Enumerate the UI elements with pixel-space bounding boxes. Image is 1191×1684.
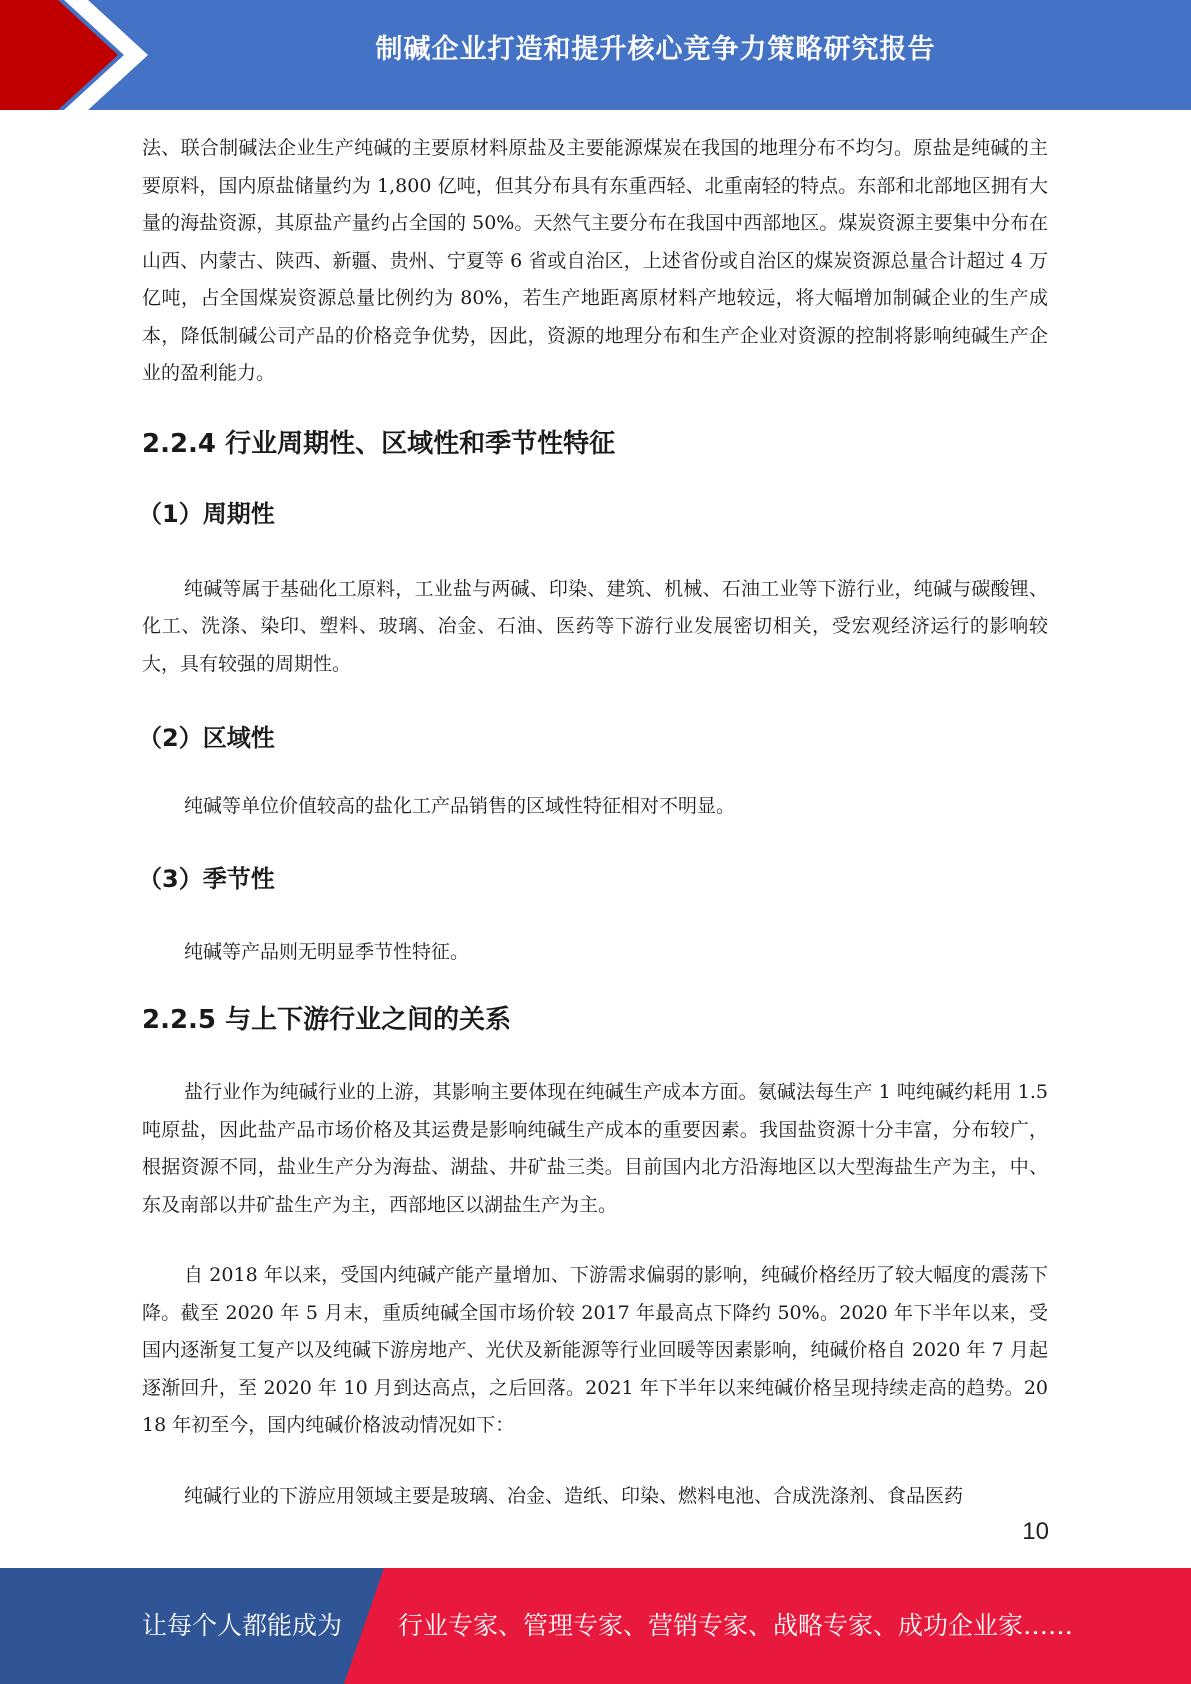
paragraph-price-trend: 自 2018 年以来，受国内纯碱产能产量增加、下游需求偏弱的影响，纯碱价格经历了较大幅度的震荡下降。截至 2020 年 5 月末，重质纯碱全国市场价较 2017 年最高点下降约 50%。2020 年下半年以来，受国内逐渐复工复产以及纯碱下游房地产、光伏及新能源等行业回暖等因素影响，纯碱价格自 2020 年 7 月起逐渐回升，至 2020 年 10 月到达高点，之后回落。2021 年下半年以来纯碱价格呈现持续走高的趋势。2018 年初至今，国内纯碱价格波动情况如下： [142,1264,1048,1436]
page-content [138,130,1048,1515]
paragraph-resource-distribution: 法、联合制碱法企业生产纯碱的主要原材料原盐及主要能源煤炭在我国的地理分布不均匀。原盐是纯碱的主要原料，国内原盐储量约为 1,800 亿吨，但其分布具有东重西轻、北重南轻的特点。东部和北部地区拥有大量的海盐资源，其原盐产量约占全国的 50%。天然气主要分布在我国中西部地区。煤炭资源主要集中分布在山西、内蒙古、陕西、新疆、贵州、宁夏等 6 省或自治区，上述省份或自治区的煤炭资源总量合计超过 4 万亿吨，占全国煤炭资源总量比例约为 80%，若生产地距离原材料产地较远，将大幅增加制碱企业的生产成本，降低制碱公司产品的价格竞争优势，因此，资源的地理分布和生产企业对资源的控制将影响纯碱生产企业的盈利能力。 [142,137,1048,384]
paragraph-downstream: 纯碱行业的下游应用领域主要是玻璃、冶金、造纸、印染、燃料电池、合成洗涤剂、食品医药 [184,1484,964,1507]
report-title: 制碱企业打造和提升核心竞争力策略研究报告 [375,34,936,65]
section-heading-2-2-4: 2.2.4 行业周期性、区域性和季节性特征 [142,428,616,459]
paragraph-regionality: 纯碱等单位价值较高的盐化工产品销售的区域性特征相对不明显。 [184,795,736,817]
subheading-seasonality: （3）季节性 [138,864,275,893]
section-heading-2-2-5: 2.2.5 与上下游行业之间的关系 [142,1005,512,1035]
page-header [0,0,1191,110]
page-number: 10 [1022,1518,1049,1545]
footer-slogan-left: 让每个人都能成为 [142,1611,343,1640]
paragraph-cyclicality: 纯碱等属于基础化工原料，工业盐与两碱、印染、建筑、机械、石油工业等下游行业，纯碱与碳酸锂、化工、洗涤、染印、塑料、玻璃、冶金、石油、医药等下游行业发展密切相关，受宏观经济运行的影响较大，具有较强的周期性。 [142,577,1048,675]
subheading-cyclicality: （1）周期性 [138,499,275,528]
paragraph-seasonality: 纯碱等产品则无明显季节性特征。 [184,940,470,963]
footer-slogan-right: 行业专家、管理专家、营销专家、战略专家、成功企业家…… [398,1611,1074,1640]
paragraph-upstream: 盐行业作为纯碱行业的上游，其影响主要体现在纯碱生产成本方面。氨碱法每生产 1 吨纯碱约耗用 1.5 吨原盐，因此盐产品市场价格及其运费是影响纯碱生产成本的重要因素。我国盐资源十分丰富，分布较广，根据资源不同，盐业生产分为海盐、湖盐、井矿盐三类。目前国内北方沿海地区以大型海盐生产为主，中、东及南部以井矿盐生产为主，西部地区以湖盐生产为主。 [142,1081,1048,1216]
subheading-regionality: （2）区域性 [138,724,275,752]
page-footer [0,1568,1191,1684]
